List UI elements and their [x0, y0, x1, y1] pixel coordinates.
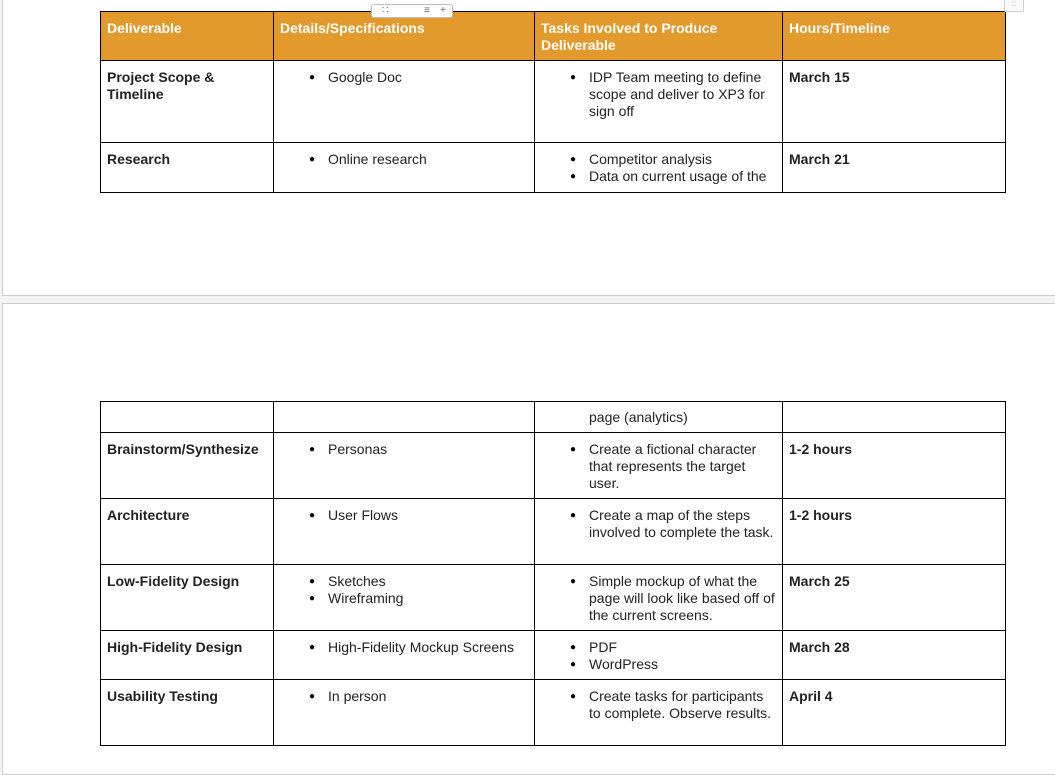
task-item: ● Simple mockup of what the page will look like based off of the current screens.: [589, 573, 776, 624]
tasks-cell[interactable]: [535, 61, 783, 143]
header-tasks[interactable]: Tasks Involved to Produce Deliverable: [535, 12, 783, 61]
details-cell[interactable]: [274, 143, 535, 193]
deliverable-cell[interactable]: High-Fidelity Design: [101, 631, 274, 680]
details-item: ● High-Fidelity Mockup Screens: [328, 639, 528, 656]
task-item: ● Create a fictional character that represents the target user.: [589, 441, 776, 492]
table-row: [101, 499, 1006, 565]
document-page-2: [2, 303, 1055, 775]
timeline-cell[interactable]: 1-2 hours: [783, 499, 1006, 565]
tasks-cell[interactable]: [535, 433, 783, 499]
table-row: [101, 565, 1006, 631]
table-row: [101, 680, 1006, 746]
details-cell[interactable]: [274, 680, 535, 746]
details-item: ● Personas: [328, 441, 528, 458]
grip-icon[interactable]: ::: [1004, 0, 1024, 12]
filter-icon[interactable]: ≡: [424, 5, 430, 16]
details-cell[interactable]: [274, 433, 535, 499]
table-row: [101, 631, 1006, 680]
details-cell[interactable]: [274, 402, 535, 433]
tasks-cell[interactable]: [535, 565, 783, 631]
deliverables-table-part-1: [100, 11, 1006, 193]
header-deliverable[interactable]: Deliverable: [101, 12, 274, 61]
deliverable-cell[interactable]: Brainstorm/Synthesize: [101, 433, 274, 499]
table-row: [101, 61, 1006, 143]
timeline-cell[interactable]: March 28: [783, 631, 1006, 680]
task-item: ● WordPress: [589, 656, 776, 673]
timeline-cell[interactable]: March 15: [783, 61, 1006, 143]
table-toolbar: [371, 4, 453, 18]
header-details[interactable]: Details/Specifications: [274, 12, 535, 61]
deliverable-cell[interactable]: Project Scope & Timeline: [101, 61, 274, 143]
table-row: [101, 433, 1006, 499]
details-item: ● Wireframing: [328, 590, 528, 607]
deliverable-cell[interactable]: Architecture: [101, 499, 274, 565]
details-item: ● Sketches: [328, 573, 528, 590]
task-item: ● Create tasks for participants to complete. Observe results.: [589, 688, 776, 722]
table-row: [101, 402, 1006, 433]
tasks-cell[interactable]: [535, 499, 783, 565]
details-cell[interactable]: [274, 499, 535, 565]
task-item: ● PDF: [589, 639, 776, 656]
deliverable-cell[interactable]: Usability Testing: [101, 680, 274, 746]
tasks-cell[interactable]: [535, 680, 783, 746]
tasks-cell[interactable]: [535, 631, 783, 680]
task-item: ● IDP Team meeting to define scope and deliver to XP3 for sign off: [589, 69, 776, 120]
details-item: ● User Flows: [328, 507, 528, 524]
deliverable-cell[interactable]: Low-Fidelity Design: [101, 565, 274, 631]
task-item: ● Competitor analysis: [589, 151, 776, 168]
details-item: ● In person: [328, 688, 528, 705]
timeline-cell[interactable]: April 4: [783, 680, 1006, 746]
details-cell[interactable]: [274, 631, 535, 680]
deliverable-cell[interactable]: [101, 402, 274, 433]
task-item: ● Create a map of the steps involved to complete the task.: [589, 507, 776, 541]
timeline-cell[interactable]: March 21: [783, 143, 1006, 193]
timeline-cell[interactable]: 1-2 hours: [783, 433, 1006, 499]
details-item: ● Online research: [328, 151, 528, 168]
document-page-1: [2, 0, 1055, 296]
add-column-icon[interactable]: +: [440, 5, 446, 16]
deliverables-table-part-2: [100, 401, 1006, 746]
task-item: ● Data on current usage of the: [589, 168, 776, 185]
table-header-row: [101, 12, 1006, 61]
header-timeline[interactable]: Hours/Timeline: [783, 12, 1006, 61]
tasks-cell[interactable]: [535, 143, 783, 193]
details-cell[interactable]: [274, 565, 535, 631]
table-row: [101, 143, 1006, 193]
deliverable-cell[interactable]: Research: [101, 143, 274, 193]
timeline-cell[interactable]: March 25: [783, 565, 1006, 631]
timeline-cell[interactable]: [783, 402, 1006, 433]
details-item: ● Google Doc: [328, 69, 528, 86]
tasks-cell[interactable]: page (analytics): [535, 402, 783, 433]
details-cell[interactable]: [274, 61, 535, 143]
drag-handle-icon[interactable]: ∷: [382, 5, 389, 16]
